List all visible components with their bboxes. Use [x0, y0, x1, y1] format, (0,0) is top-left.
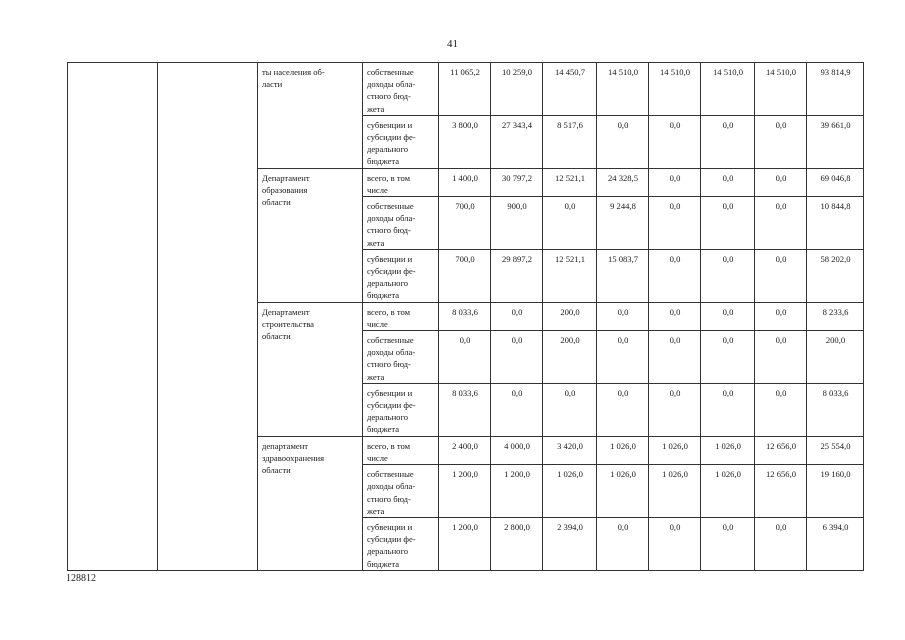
amount-cell: 8 517,6 — [543, 115, 597, 168]
amount-cell: 0,0 — [491, 383, 543, 436]
amount-cell: 0,0 — [701, 383, 755, 436]
amount-cell: 1 026,0 — [543, 465, 597, 518]
funding-source-label: субвенции и субсидии фе- дерального бюджета — [363, 383, 439, 436]
funding-source-label: собственные доходы обла- стного бюд- жета — [363, 63, 439, 116]
department-name: ты населения об- ласти — [258, 63, 363, 169]
amount-cell: 0,0 — [597, 383, 649, 436]
amount-cell: 0,0 — [755, 331, 807, 384]
amount-cell: 0,0 — [649, 302, 701, 330]
amount-cell: 0,0 — [755, 302, 807, 330]
blank-column-1 — [68, 63, 158, 571]
amount-cell: 9 244,8 — [597, 197, 649, 250]
amount-cell: 0,0 — [701, 249, 755, 302]
amount-cell: 11 065,2 — [439, 63, 491, 116]
amount-cell: 0,0 — [755, 168, 807, 196]
amount-cell: 12 521,1 — [543, 168, 597, 196]
amount-cell: 0,0 — [491, 331, 543, 384]
amount-cell: 0,0 — [701, 331, 755, 384]
amount-cell: 3 800,0 — [439, 115, 491, 168]
amount-cell: 1 026,0 — [597, 465, 649, 518]
amount-cell: 0,0 — [701, 168, 755, 196]
table-row — [68, 63, 864, 116]
page-number: 41 — [447, 38, 458, 50]
funding-source-label: субвенции и субсидии фе- дерального бюджета — [363, 115, 439, 168]
total-cell: 6 394,0 — [807, 517, 864, 570]
total-cell: 8 033,6 — [807, 383, 864, 436]
amount-cell: 0,0 — [597, 517, 649, 570]
amount-cell: 1 200,0 — [439, 517, 491, 570]
funding-source-label: собственные доходы обла- стного бюд- жета — [363, 331, 439, 384]
amount-cell: 14 510,0 — [701, 63, 755, 116]
amount-cell: 14 510,0 — [649, 63, 701, 116]
amount-cell: 0,0 — [597, 115, 649, 168]
amount-cell: 14 510,0 — [597, 63, 649, 116]
blank-column-2 — [158, 63, 258, 571]
department-name: Департамент образования области — [258, 168, 363, 302]
funding-source-label: всего, в том числе — [363, 168, 439, 196]
amount-cell: 1 400,0 — [439, 168, 491, 196]
total-cell: 200,0 — [807, 331, 864, 384]
amount-cell: 0,0 — [439, 331, 491, 384]
amount-cell: 0,0 — [649, 197, 701, 250]
amount-cell: 1 026,0 — [649, 436, 701, 464]
funding-source-label: субвенции и субсидии фе- дерального бюджета — [363, 517, 439, 570]
amount-cell: 0,0 — [597, 302, 649, 330]
total-cell: 25 554,0 — [807, 436, 864, 464]
document-code: 128812 — [66, 573, 96, 584]
amount-cell: 0,0 — [755, 115, 807, 168]
amount-cell: 10 259,0 — [491, 63, 543, 116]
amount-cell: 15 083,7 — [597, 249, 649, 302]
total-cell: 69 046,8 — [807, 168, 864, 196]
amount-cell: 12 521,1 — [543, 249, 597, 302]
amount-cell: 1 026,0 — [597, 436, 649, 464]
total-cell: 10 844,8 — [807, 197, 864, 250]
amount-cell: 8 033,6 — [439, 383, 491, 436]
funding-source-label: всего, в том числе — [363, 302, 439, 330]
amount-cell: 700,0 — [439, 249, 491, 302]
amount-cell: 0,0 — [701, 517, 755, 570]
amount-cell: 14 450,7 — [543, 63, 597, 116]
amount-cell: 0,0 — [597, 331, 649, 384]
amount-cell: 200,0 — [543, 331, 597, 384]
amount-cell: 700,0 — [439, 197, 491, 250]
amount-cell: 1 200,0 — [439, 465, 491, 518]
funding-source-label: субвенции и субсидии фе- дерального бюджета — [363, 249, 439, 302]
total-cell: 58 202,0 — [807, 249, 864, 302]
amount-cell: 4 000,0 — [491, 436, 543, 464]
amount-cell: 27 343,4 — [491, 115, 543, 168]
amount-cell: 3 420,0 — [543, 436, 597, 464]
amount-cell: 0,0 — [701, 115, 755, 168]
amount-cell: 24 328,5 — [597, 168, 649, 196]
amount-cell: 0,0 — [755, 383, 807, 436]
table-body — [68, 63, 864, 571]
budget-table — [67, 62, 864, 571]
funding-source-label: собственные доходы обла- стного бюд- жета — [363, 465, 439, 518]
amount-cell: 14 510,0 — [755, 63, 807, 116]
amount-cell: 0,0 — [755, 249, 807, 302]
amount-cell: 29 897,2 — [491, 249, 543, 302]
funding-source-label: собственные доходы обла- стного бюд- жета — [363, 197, 439, 250]
total-cell: 19 160,0 — [807, 465, 864, 518]
amount-cell: 0,0 — [755, 517, 807, 570]
amount-cell: 900,0 — [491, 197, 543, 250]
amount-cell: 0,0 — [649, 249, 701, 302]
amount-cell: 200,0 — [543, 302, 597, 330]
amount-cell: 8 033,6 — [439, 302, 491, 330]
amount-cell: 12 656,0 — [755, 436, 807, 464]
total-cell: 39 661,0 — [807, 115, 864, 168]
amount-cell: 0,0 — [649, 331, 701, 384]
amount-cell: 1 200,0 — [491, 465, 543, 518]
department-name: департамент здравоохранения области — [258, 436, 363, 570]
amount-cell: 0,0 — [649, 168, 701, 196]
amount-cell: 2 394,0 — [543, 517, 597, 570]
amount-cell: 0,0 — [755, 197, 807, 250]
amount-cell: 1 026,0 — [649, 465, 701, 518]
funding-source-label: всего, в том числе — [363, 436, 439, 464]
department-name: Департамент строительства области — [258, 302, 363, 436]
amount-cell: 0,0 — [649, 517, 701, 570]
amount-cell: 1 026,0 — [701, 436, 755, 464]
amount-cell: 1 026,0 — [701, 465, 755, 518]
amount-cell: 0,0 — [543, 383, 597, 436]
amount-cell: 30 797,2 — [491, 168, 543, 196]
amount-cell: 0,0 — [543, 197, 597, 250]
amount-cell: 0,0 — [649, 115, 701, 168]
amount-cell: 0,0 — [491, 302, 543, 330]
amount-cell: 12 656,0 — [755, 465, 807, 518]
total-cell: 8 233,6 — [807, 302, 864, 330]
amount-cell: 0,0 — [701, 302, 755, 330]
amount-cell: 2 400,0 — [439, 436, 491, 464]
amount-cell: 0,0 — [649, 383, 701, 436]
amount-cell: 0,0 — [701, 197, 755, 250]
total-cell: 93 814,9 — [807, 63, 864, 116]
amount-cell: 2 800,0 — [491, 517, 543, 570]
